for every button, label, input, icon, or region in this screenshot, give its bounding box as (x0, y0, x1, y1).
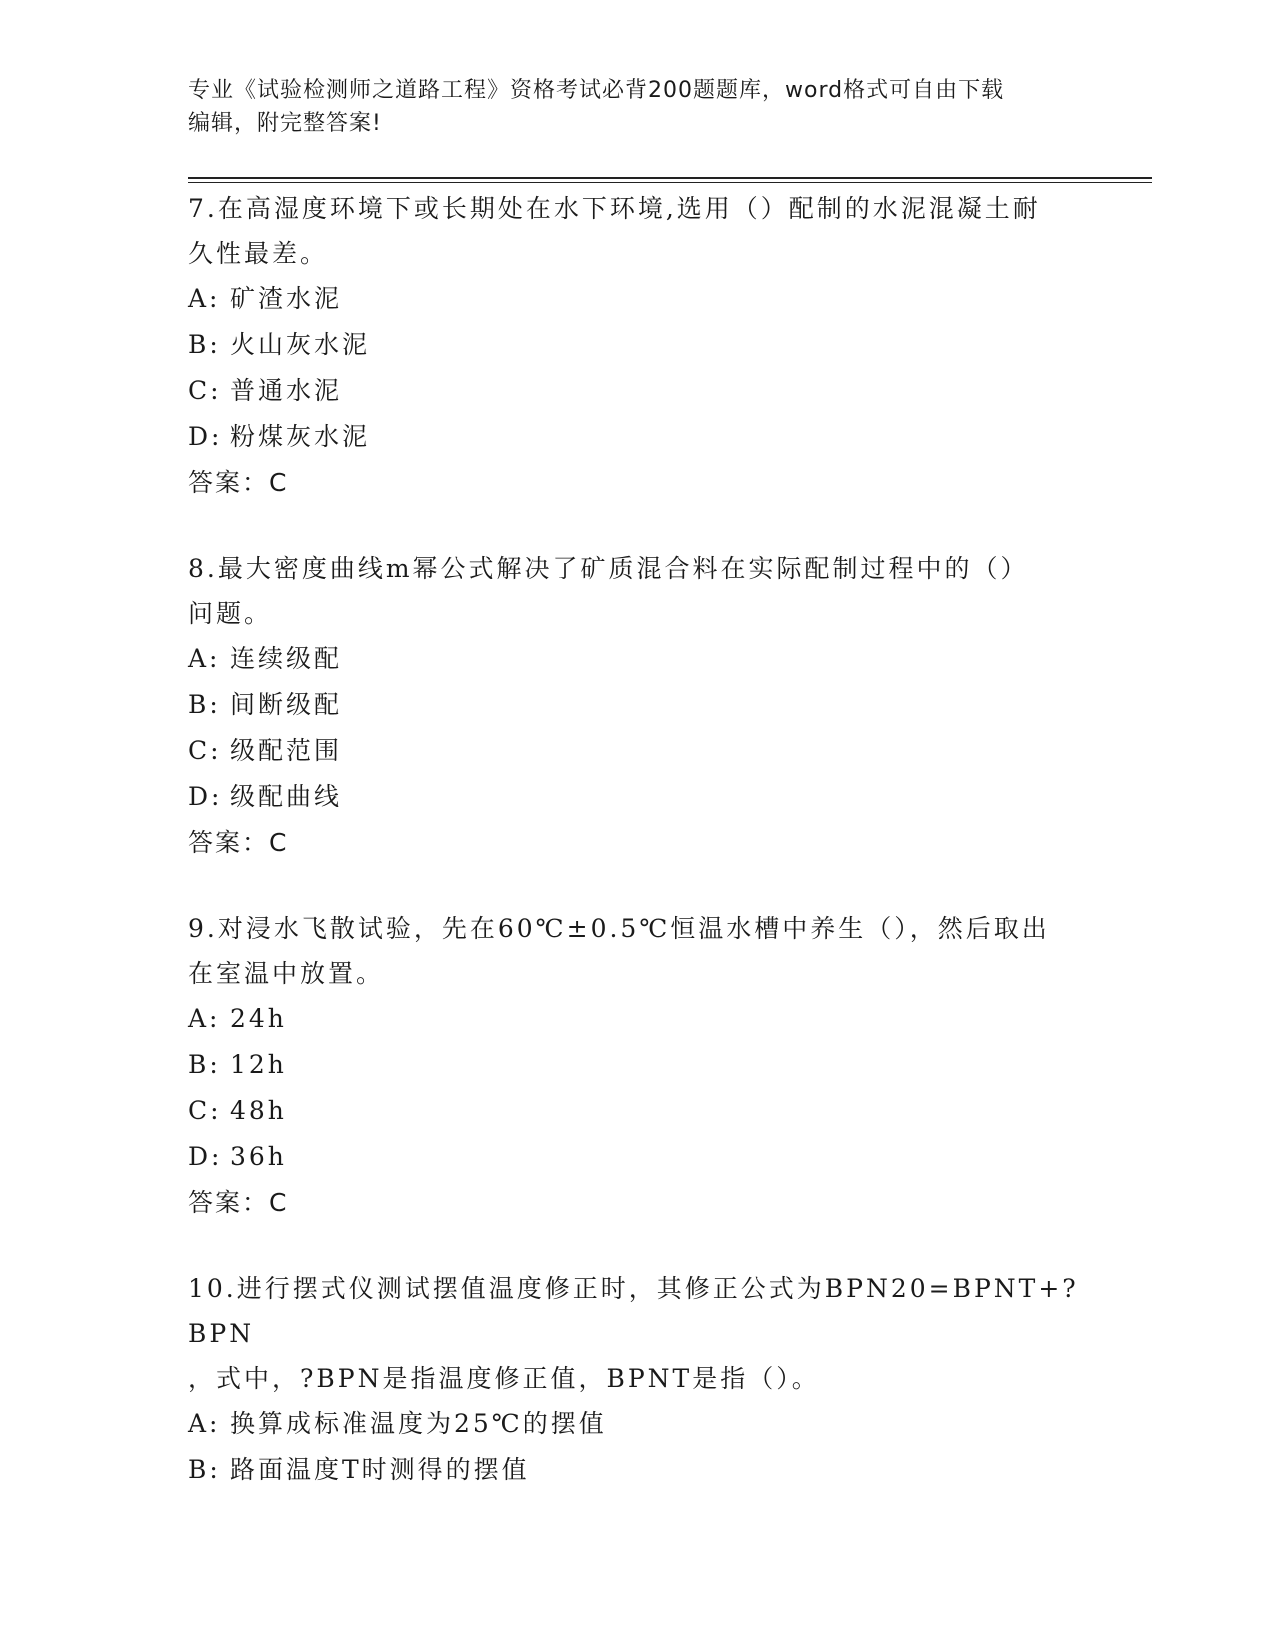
header-line-1: 专业《试验检测师之道路工程》资格考试必背200题题库，word格式可自由下载 (188, 78, 1005, 103)
question-stem-line-2: 久性最差。 (188, 239, 329, 268)
question-stem-line-2: 问题。 (188, 599, 273, 628)
answer-line: 答案：C (188, 468, 289, 497)
option-c (188, 728, 1088, 774)
question-8 (188, 546, 1088, 866)
question-9 (188, 906, 1088, 1226)
question-stem-line-1: 10.进行摆式仪测试摆值温度修正时，其修正公式为BPN20=BPNT+?BPN (188, 1274, 1079, 1348)
header-line-2: 编辑，附完整答案! (188, 111, 382, 136)
question-7 (188, 186, 1088, 506)
option-letter: B: (188, 690, 221, 719)
header-divider-thick (188, 177, 1152, 179)
option-d (188, 414, 1088, 460)
option-letter: D: (188, 422, 223, 451)
option-text: 24h (230, 1004, 287, 1033)
option-letter: D: (188, 1142, 223, 1171)
option-letter: B: (188, 1050, 221, 1079)
option-b (188, 322, 1088, 368)
option-text: 12h (230, 1050, 287, 1079)
option-a (188, 996, 1088, 1042)
answer-line: 答案：C (188, 1188, 289, 1217)
option-text: 换算成标准温度为25℃的摆值 (230, 1409, 607, 1438)
option-text: 级配曲线 (230, 782, 343, 811)
option-text: 粉煤灰水泥 (230, 422, 371, 451)
option-text: 矿渣水泥 (230, 284, 343, 313)
question-stem-line-1: 8.最大密度曲线m幂公式解决了矿质混合料在实际配制过程中的（） (188, 554, 1029, 583)
option-d (188, 1134, 1088, 1180)
option-letter: B: (188, 330, 221, 359)
option-text: 48h (230, 1096, 287, 1125)
option-text: 间断级配 (230, 690, 343, 719)
option-a (188, 1401, 1088, 1447)
option-text: 路面温度T时测得的摆值 (230, 1455, 530, 1484)
question-10 (188, 1266, 1088, 1493)
document-header (188, 74, 1088, 140)
option-letter: B: (188, 1455, 221, 1484)
option-letter: C: (188, 736, 222, 765)
question-stem-line-2: ，式中，?BPN是指温度修正值，BPNT是指（）。 (188, 1364, 820, 1393)
option-letter: D: (188, 782, 223, 811)
option-letter: A: (188, 644, 221, 673)
option-c (188, 1088, 1088, 1134)
option-text: 级配范围 (230, 736, 343, 765)
option-d (188, 774, 1088, 820)
option-letter: A: (188, 1004, 221, 1033)
option-b (188, 1042, 1088, 1088)
option-text: 连续级配 (230, 644, 343, 673)
option-b (188, 1447, 1088, 1493)
option-text: 普通水泥 (230, 376, 343, 405)
question-stem-line-1: 7.在高湿度环境下或长期处在水下环境,选用（）配制的水泥混凝土耐 (188, 194, 1041, 223)
option-text: 火山灰水泥 (230, 330, 371, 359)
option-letter: A: (188, 1409, 221, 1438)
option-letter: C: (188, 1096, 222, 1125)
answer-line: 答案：C (188, 828, 289, 857)
option-a (188, 276, 1088, 322)
header-divider-thin (188, 182, 1152, 183)
option-a (188, 636, 1088, 682)
option-letter: C: (188, 376, 222, 405)
option-letter: A: (188, 284, 221, 313)
option-c (188, 368, 1088, 414)
question-stem-line-1: 9.对浸水飞散试验，先在60℃±0.5℃恒温水槽中养生（），然后取出 (188, 914, 1050, 943)
option-b (188, 682, 1088, 728)
question-stem-line-2: 在室温中放置。 (188, 959, 385, 988)
option-text: 36h (230, 1142, 287, 1171)
